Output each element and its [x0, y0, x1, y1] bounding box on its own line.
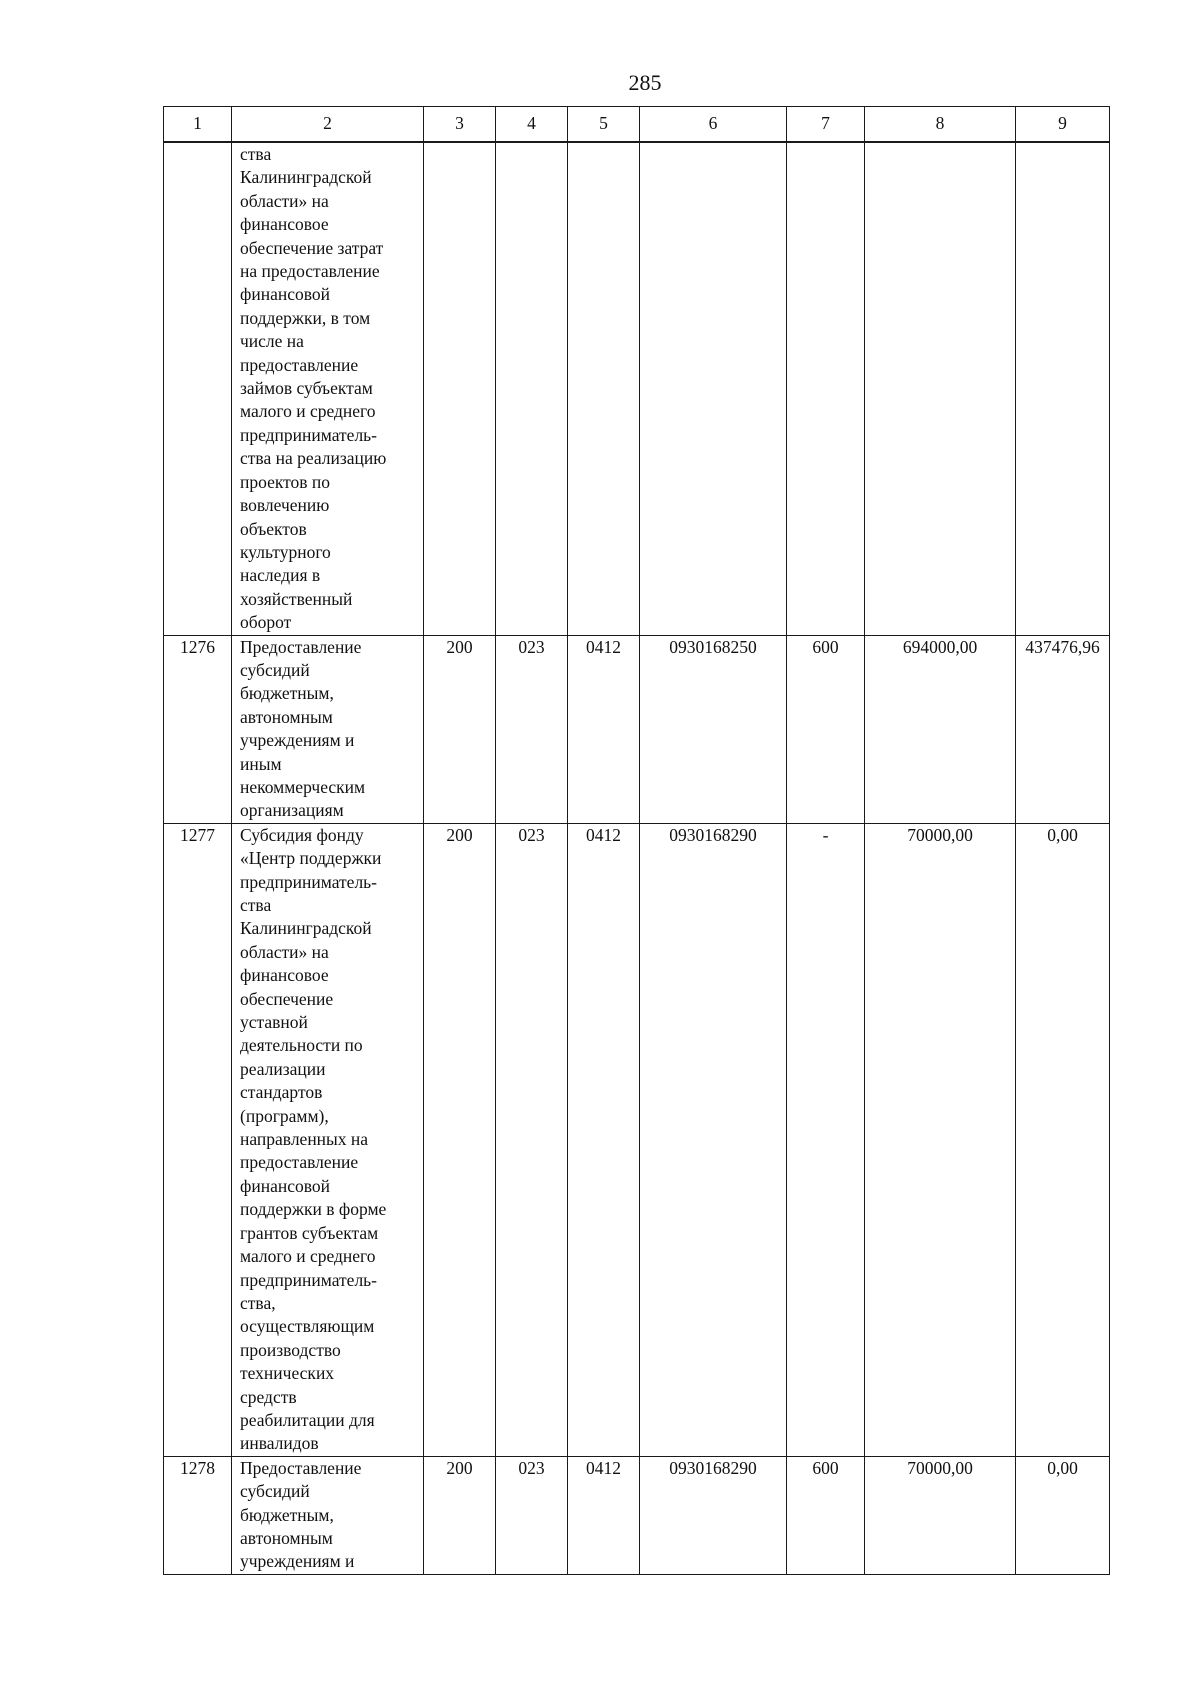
description-line: осуществляющим	[240, 1316, 375, 1337]
description-line: ства на реализацию	[240, 448, 387, 469]
description-cell	[232, 142, 424, 635]
row-number-cell: 1277	[164, 823, 232, 1456]
description-line: грантов субъектам	[240, 1222, 379, 1243]
description-line: Предоставление	[240, 636, 362, 657]
description-line: предоставление	[240, 1152, 359, 1173]
description-cell	[232, 823, 424, 1456]
table-row	[164, 823, 1110, 1456]
description-line: поддержки в форме	[240, 1199, 387, 1220]
description-line: (программ),	[240, 1105, 329, 1126]
subsection-cell: 0412	[568, 1456, 640, 1574]
description-line: займов субъектам	[240, 378, 373, 399]
description-cell	[232, 635, 424, 823]
description-line: производство	[240, 1339, 341, 1360]
expense-type-cell: -	[787, 823, 865, 1456]
description-line: деятельности по	[240, 1035, 363, 1056]
table-row	[164, 1456, 1110, 1574]
column-header-7: 7	[787, 107, 865, 143]
expense-type-cell: 600	[787, 635, 865, 823]
page-number: 285	[628, 70, 662, 95]
executed-amount-cell: 437476,96	[1016, 635, 1110, 823]
department-cell	[496, 142, 568, 635]
planned-amount-cell	[865, 142, 1016, 635]
description-line: Калининградской	[240, 918, 372, 939]
target-article-cell: 0930168290	[640, 1456, 787, 1574]
description-line: направленных на	[240, 1129, 369, 1150]
description-line: автономным	[240, 706, 333, 727]
description-line: бюджетным,	[240, 1504, 334, 1525]
executed-amount-cell	[1016, 142, 1110, 635]
description-line: поддержки, в том	[240, 307, 371, 328]
column-header-5: 5	[568, 107, 640, 143]
description-line: иным	[240, 753, 282, 774]
description-line: проектов по	[240, 471, 331, 492]
column-header-9: 9	[1016, 107, 1110, 143]
description-line: субсидий	[240, 1481, 310, 1502]
description-line: хозяйственный	[240, 588, 353, 609]
description-line: финансовое	[240, 965, 329, 986]
description-line: «Центр поддержки	[240, 848, 382, 869]
description-line: ства	[240, 895, 272, 915]
planned-amount-cell: 70000,00	[865, 823, 1016, 1456]
description-line: области» на	[240, 941, 329, 962]
description-line: уставной	[240, 1012, 308, 1033]
column-header-3: 3	[424, 107, 496, 143]
section-cell: 200	[424, 1456, 496, 1574]
description-line: культурного	[240, 541, 331, 562]
section-cell	[424, 142, 496, 635]
column-header-4: 4	[496, 107, 568, 143]
column-header-2: 2	[232, 107, 424, 143]
description-line: области» на	[240, 190, 329, 211]
row-number-cell: 1276	[164, 635, 232, 823]
description-line: вовлечению	[240, 495, 330, 516]
description-line: предприниматель-	[240, 871, 377, 892]
description-line: субсидий	[240, 659, 310, 680]
description-line: предприниматель-	[240, 424, 377, 445]
description-line: реализации	[240, 1058, 326, 1079]
table-row-continuation	[164, 142, 1110, 635]
description-line: реабилитации для	[240, 1409, 375, 1430]
section-cell: 200	[424, 823, 496, 1456]
header-row	[164, 107, 1110, 143]
description-line: обеспечение затрат	[240, 237, 384, 258]
description-line: наследия в	[240, 565, 321, 586]
description-line: объектов	[240, 518, 307, 539]
department-cell: 023	[496, 823, 568, 1456]
planned-amount-cell: 70000,00	[865, 1456, 1016, 1574]
target-article-cell: 0930168290	[640, 823, 787, 1456]
description-line: Субсидия фонду	[240, 824, 364, 845]
section-cell: 200	[424, 635, 496, 823]
column-header-8: 8	[865, 107, 1016, 143]
column-header-6: 6	[640, 107, 787, 143]
description-line: предприниматель-	[240, 1269, 377, 1290]
target-article-cell: 0930168250	[640, 635, 787, 823]
expense-type-cell: 600	[787, 1456, 865, 1574]
subsection-cell	[568, 142, 640, 635]
description-line: средств	[240, 1386, 297, 1407]
row-number-cell	[164, 142, 232, 635]
subsection-cell: 0412	[568, 823, 640, 1456]
planned-amount-cell: 694000,00	[865, 635, 1016, 823]
description-line: бюджетным,	[240, 683, 334, 704]
description-line: некоммерческим	[240, 776, 366, 797]
description-line: технических	[240, 1363, 335, 1384]
description-cell	[232, 1456, 424, 1574]
description-line: финансовой	[240, 284, 330, 305]
description-line: обеспечение	[240, 988, 334, 1009]
description-line: Калининградской	[240, 167, 372, 188]
description-line: автономным	[240, 1527, 333, 1548]
description-line: учреждениям и	[240, 730, 355, 751]
description-line: финансовой	[240, 1175, 330, 1196]
department-cell: 023	[496, 1456, 568, 1574]
department-cell: 023	[496, 635, 568, 823]
table-row	[164, 635, 1110, 823]
description-line: учреждениям и	[240, 1551, 355, 1572]
description-line: финансовое	[240, 214, 329, 235]
description-line: организациям	[240, 800, 344, 821]
description-line: малого и среднего	[240, 401, 376, 422]
description-line: оборот	[240, 612, 292, 633]
description-line: Предоставление	[240, 1457, 362, 1478]
description-line: предоставление	[240, 354, 359, 375]
description-line: малого и среднего	[240, 1246, 376, 1267]
executed-amount-cell: 0,00	[1016, 1456, 1110, 1574]
column-header-1: 1	[164, 107, 232, 143]
description-line: ства,	[240, 1292, 276, 1313]
description-line: инвалидов	[240, 1433, 319, 1454]
target-article-cell	[640, 142, 787, 635]
row-number-cell: 1278	[164, 1456, 232, 1574]
description-line: на предоставление	[240, 261, 380, 282]
description-line: числе на	[240, 331, 304, 352]
expense-type-cell	[787, 142, 865, 635]
description-line: ства	[240, 144, 272, 164]
subsection-cell: 0412	[568, 635, 640, 823]
description-line: стандартов	[240, 1082, 323, 1103]
budget-table	[163, 106, 1110, 1575]
executed-amount-cell: 0,00	[1016, 823, 1110, 1456]
